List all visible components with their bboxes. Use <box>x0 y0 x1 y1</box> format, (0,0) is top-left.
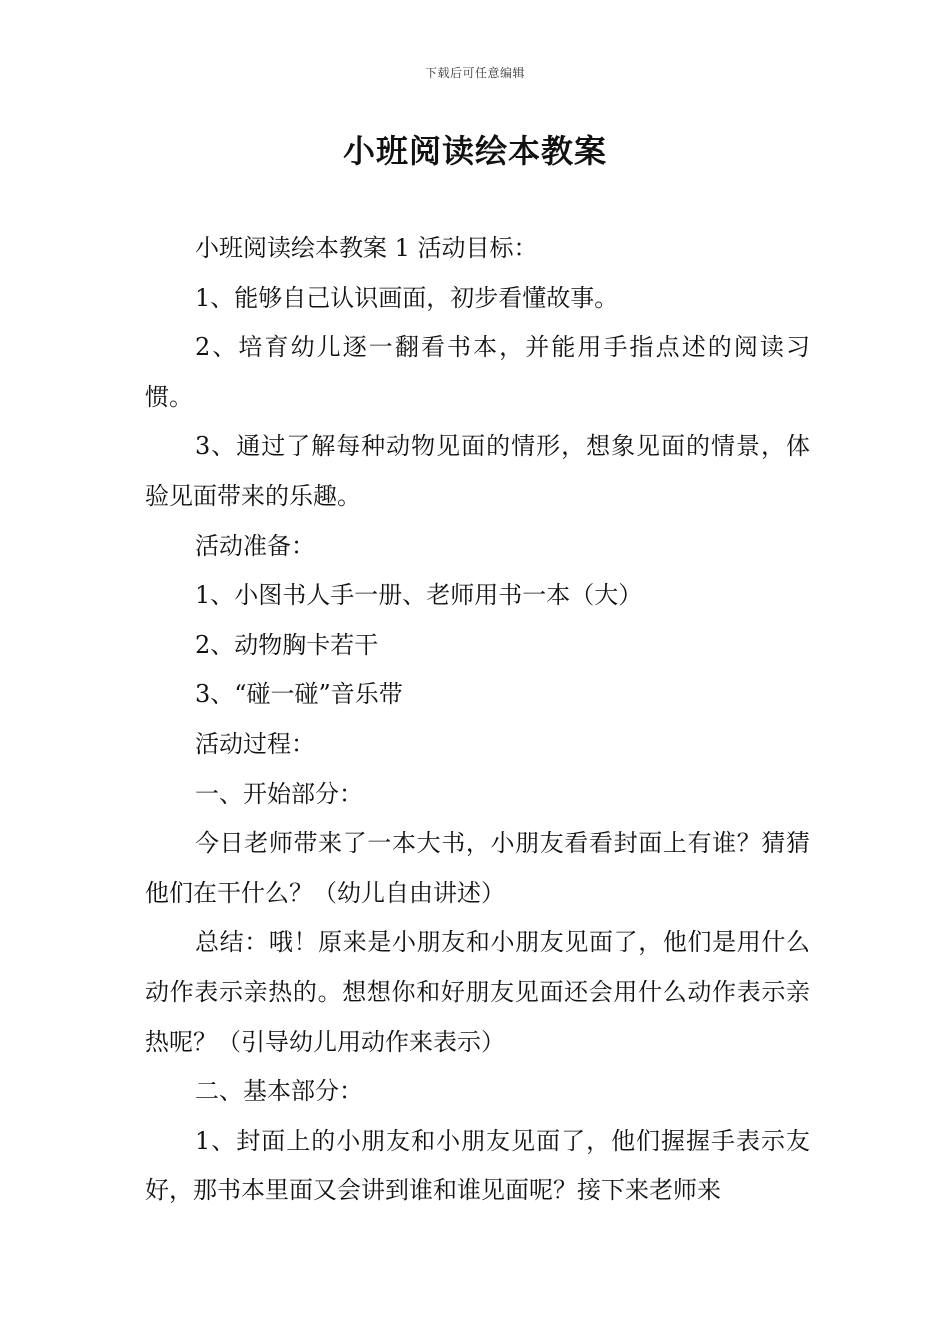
paragraph: 1、能够自己认识画面，初步看懂故事。 <box>195 283 619 312</box>
paragraph: 3、“碰一碰”音乐带 <box>195 680 403 709</box>
paragraph: 一、开始部分： <box>195 779 363 808</box>
paragraph: 总结：哦！原来是小朋友和小朋友见面了，他们是用什么动作表示亲热的。想想你和好朋友见面还会用什么动作表示亲热呢？（引导幼儿用动作来表示） <box>145 928 810 1056</box>
paragraph: 活动准备： <box>195 531 315 560</box>
paragraph: 今日老师带来了一本大书，小朋友看看封面上有谁？猜猜他们在干什么？（幼儿自由讲述） <box>145 829 810 907</box>
paragraph: 活动过程： <box>195 729 315 758</box>
paragraph: 1、封面上的小朋友和小朋友见面了，他们握握手表示友好，那书本里面又会讲到谁和谁见面呢？接下来老师来 <box>145 1126 810 1205</box>
paragraph: 二、基本部分： <box>195 1077 363 1106</box>
paragraph: 3、通过了解每种动物见面的情形，想象见面的情景，体验见面带来的乐趣。 <box>145 432 810 510</box>
paragraph: 2、培育幼儿逐一翻看书本，并能用手指点述的阅读习惯。 <box>145 333 810 411</box>
paragraph: 2、动物胸卡若干 <box>195 630 379 659</box>
paragraph: 1、小图书人手一册、老师用书一本（大） <box>195 581 643 610</box>
header-note: 下载后可任意编辑 <box>424 66 525 80</box>
page-title: 小班阅读绘本教案 <box>342 132 607 170</box>
document-body <box>145 224 810 1216</box>
paragraph: 小班阅读绘本教案 1 活动目标： <box>195 234 538 262</box>
